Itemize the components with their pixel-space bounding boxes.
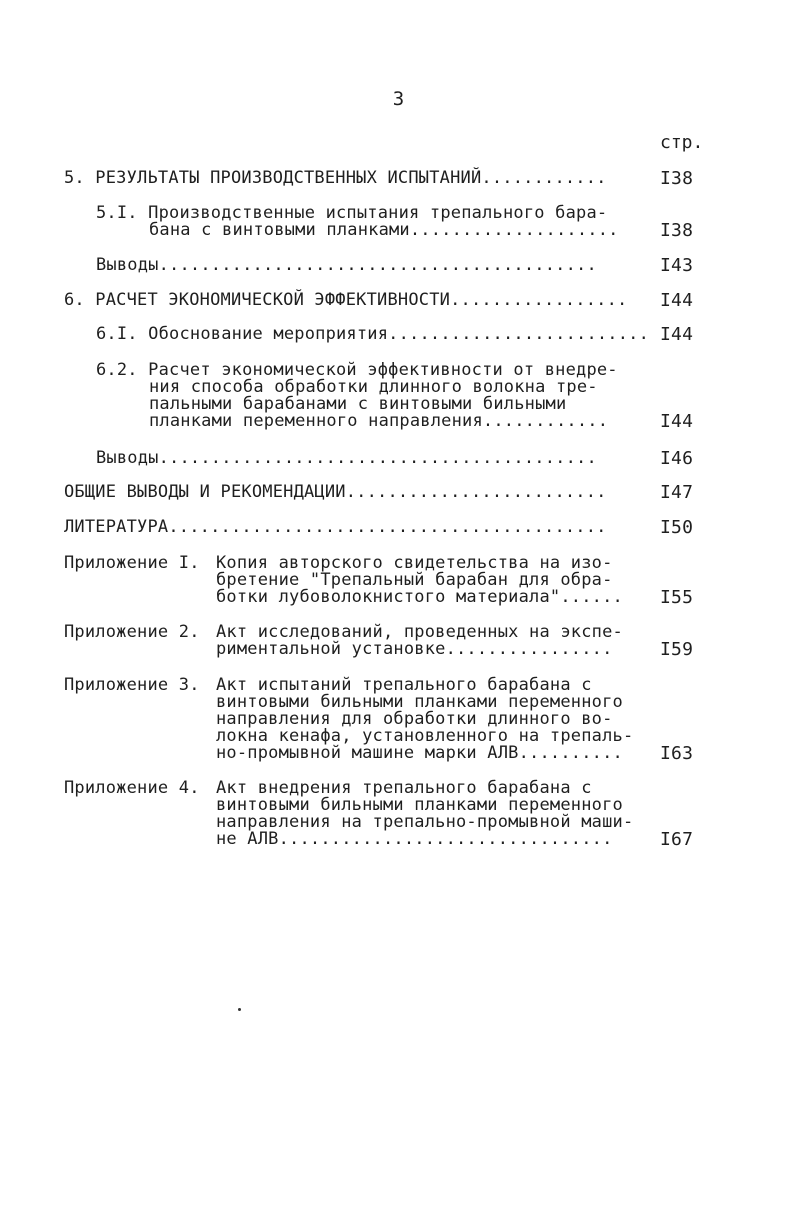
toc-entry-page: I43	[660, 255, 694, 276]
page-column-label: стр.	[660, 132, 704, 153]
toc-entry-text: винтовыми бильными планками переменного	[216, 692, 623, 712]
toc-entry-text: пальными барабанами с винтовыми бильными	[149, 394, 567, 414]
toc-entry-page: I47	[660, 482, 694, 503]
toc-entry-text: 6.2. Расчет экономической эффективности от внедре-	[96, 360, 618, 380]
toc-entry-text: планками переменного направления............	[149, 411, 609, 431]
toc-entry-text: бана с винтовыми планками....................	[149, 220, 619, 240]
toc-entry-page: I38	[660, 168, 694, 189]
toc-entry-page: I44	[660, 290, 694, 311]
appendix-label: Приложение I.	[64, 553, 200, 573]
toc-entry-text: ботки лубоволокнистого материала"......	[216, 587, 623, 607]
toc-entry-page: I63	[660, 743, 694, 764]
toc-entry-page: I44	[660, 411, 694, 432]
appendix-label: Приложение 2.	[64, 622, 200, 642]
appendix-label: Приложение 3.	[64, 675, 200, 695]
toc-entry-text: ОБЩИЕ ВЫВОДЫ И РЕКОМЕНДАЦИИ.........................	[64, 482, 607, 502]
toc-entry-page: I46	[660, 448, 694, 469]
toc-entry-text: ЛИТЕРАТУРА..........................................	[64, 517, 607, 537]
toc-entry-page: I67	[660, 829, 694, 850]
toc-entry-text: направления на трепально-промывной маши-	[216, 812, 634, 832]
toc-entry-text: Копия авторского свидетельства на изо-	[216, 553, 613, 573]
toc-entry-text: Выводы..........................................	[96, 255, 597, 275]
toc-entry-page: I55	[660, 587, 694, 608]
toc-entry-text: 6.I. Обоснование мероприятия.........................	[96, 324, 650, 344]
stray-dot	[238, 1008, 241, 1011]
toc-entry-text: локна кенафа, установленного на трепаль-	[216, 726, 634, 746]
toc-entry-text: риментальной установке................	[216, 639, 613, 659]
toc-entry-text: 6. РАСЧЕТ ЭКОНОМИЧЕСКОЙ ЭФФЕКТИВНОСТИ.................	[64, 290, 628, 310]
toc-entry-text: Выводы..........................................	[96, 448, 597, 468]
toc-entry-text: 5. РЕЗУЛЬТАТЫ ПРОИЗВОДСТВЕННЫХ ИСПЫТАНИЙ............	[64, 168, 607, 188]
toc-entry-text: не АЛВ................................	[216, 829, 613, 849]
toc-entry-text: винтовыми бильными планками переменного	[216, 795, 623, 815]
toc-entry-page: I50	[660, 517, 694, 538]
toc-entry-text: но-промывной машине марки АЛВ..........	[216, 743, 623, 763]
toc-entry-text: Акт исследований, проведенных на экспе-	[216, 622, 623, 642]
toc-entry-page: I38	[660, 220, 694, 241]
toc-entry-text: направления для обработки длинного во-	[216, 709, 613, 729]
toc-entry-text: Акт внедрения трепального барабана с	[216, 778, 592, 798]
appendix-label: Приложение 4.	[64, 778, 200, 798]
toc-entry-page: I44	[660, 324, 694, 345]
toc-entry-text: Акт испытаний трепального барабана с	[216, 675, 592, 695]
toc-entry-text: бретение "Трепальный барабан для обра-	[216, 570, 613, 590]
toc-entry-text: 5.I. Производственные испытания трепального бара-	[96, 203, 608, 223]
page-number: 3	[392, 88, 405, 110]
toc-entry-text: ния способа обработки длинного волокна тре-	[149, 377, 598, 397]
toc-entry-page: I59	[660, 639, 694, 660]
